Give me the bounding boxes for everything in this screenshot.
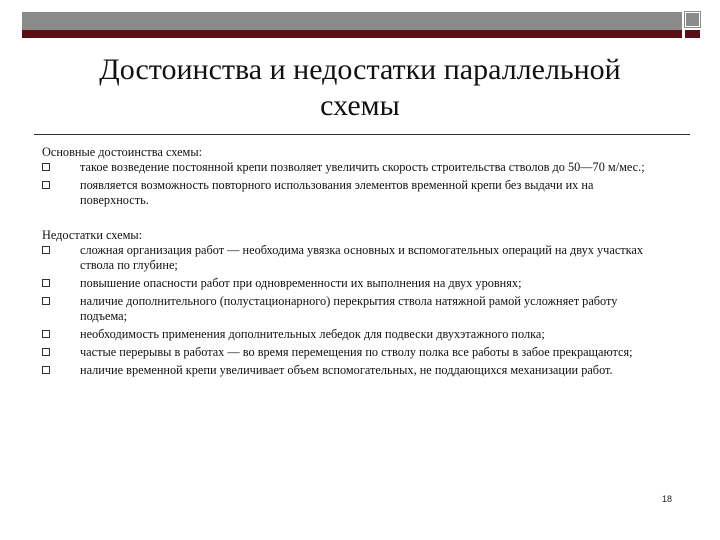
- list-item: [42, 294, 662, 324]
- list-item: [42, 160, 662, 175]
- advantages-list: [42, 160, 662, 208]
- disadvantages-heading: Недостатки схемы:: [42, 228, 143, 242]
- list-item-text: повышение опасности работ при одновременности их выполнения на двух уровнях;: [80, 276, 522, 290]
- corner-square-decoration: [685, 12, 700, 27]
- list-item: [42, 276, 662, 291]
- slide-title-line-2: схемы: [320, 89, 400, 122]
- list-item-text: сложная организация работ — необходима увязка основных и вспомогательных операций на двух участках ствола по глубине;: [80, 243, 644, 272]
- square-bullet-icon: [42, 246, 50, 254]
- list-item: [42, 345, 662, 360]
- slide-body: [42, 145, 662, 381]
- slide-title: [30, 52, 690, 124]
- list-item-text: необходимость применения дополнительных лебедок для подвески двухэтажного полка;: [80, 327, 545, 341]
- list-item-text: наличие дополнительного (полустационарного) перекрытия ствола натяжной рамой усложняет работу подъема;: [80, 294, 618, 323]
- list-item-text: такое возведение постоянной крепи позволяет увеличить скорость строительства стволов до 50—70 м/мес.;: [80, 160, 645, 174]
- list-item: [42, 243, 662, 273]
- page-number: 18: [662, 494, 673, 504]
- list-item-text: появляется возможность повторного использования элементов временной крепи без выдачи их на поверхность.: [80, 178, 594, 207]
- square-bullet-icon: [42, 366, 50, 374]
- advantages-heading: Основные достоинства схемы:: [42, 145, 203, 159]
- list-item: [42, 178, 662, 208]
- header-band-gray: [22, 12, 682, 30]
- list-item-text: наличие временной крепи увеличивает объем вспомогательных, не поддающихся механизации работ.: [80, 363, 613, 377]
- header-band-dark: [22, 30, 682, 38]
- title-divider: [34, 134, 690, 135]
- disadvantages-list: [42, 243, 662, 378]
- square-bullet-icon: [42, 279, 50, 287]
- list-item-text: частые перерывы в работах — во время перемещения по стволу полка все работы в забое прекращаются;: [80, 345, 633, 359]
- list-item: [42, 363, 662, 378]
- square-bullet-icon: [42, 297, 50, 305]
- list-item: [42, 327, 662, 342]
- square-bullet-icon: [42, 348, 50, 356]
- slide-title-line-1: Достоинства и недостатки параллельной: [99, 53, 621, 86]
- square-bullet-icon: [42, 163, 50, 171]
- corner-bar-decoration: [685, 30, 700, 38]
- square-bullet-icon: [42, 330, 50, 338]
- square-bullet-icon: [42, 181, 50, 189]
